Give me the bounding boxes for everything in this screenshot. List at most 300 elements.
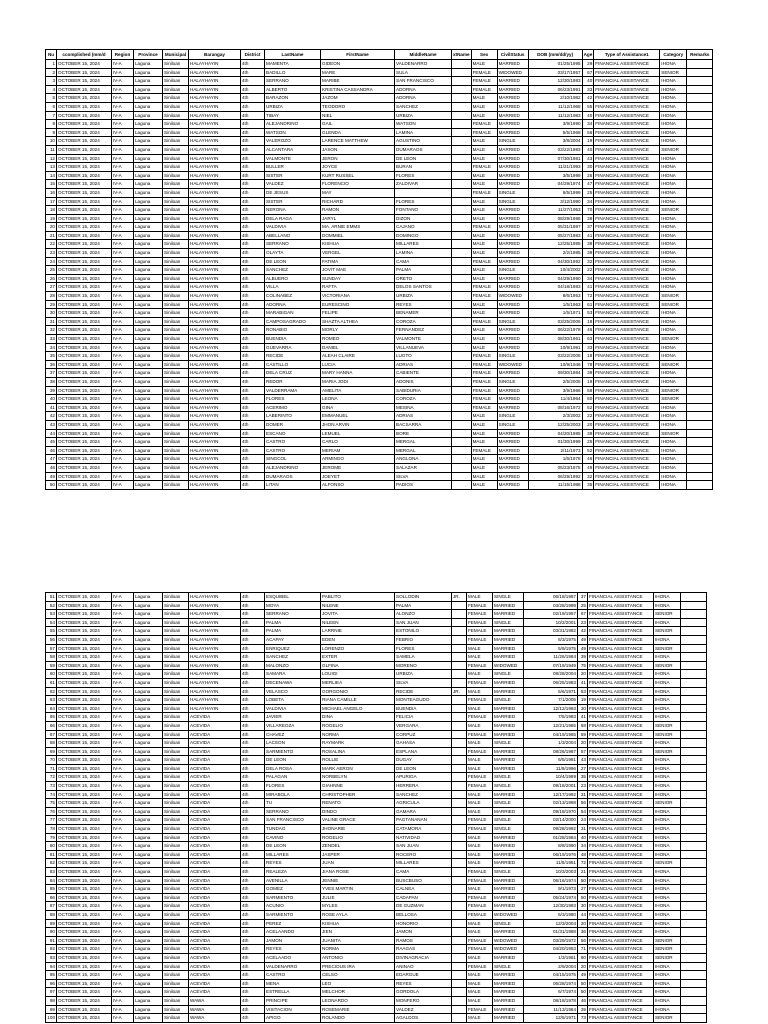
table-cell: Laguna (134, 593, 163, 602)
table-cell: 12/3/2004 (524, 919, 578, 928)
table-row (46, 928, 707, 937)
table-cell (452, 240, 472, 249)
table-cell (687, 326, 713, 335)
table-cell: FINANCIAL ASSISTANCE (594, 412, 660, 421)
table-cell: HALAYHAYIN (189, 438, 241, 447)
table-row (46, 369, 713, 378)
table-cell: 11/26/1984 (524, 653, 578, 662)
table-cell: MALE (471, 420, 497, 429)
table-cell: Laguna (134, 696, 163, 705)
table-cell: MARRIED (493, 704, 524, 713)
table-row (46, 102, 713, 111)
table-cell: FINANCIAL ASSISTANCE (594, 120, 660, 129)
table-cell: Siniloan (163, 154, 189, 163)
table-cell: 99 (46, 1005, 57, 1014)
table-cell: CABIENTE (395, 369, 452, 378)
table-cell: 63 (582, 335, 594, 344)
table-cell: 40 (578, 833, 588, 842)
table-cell: Laguna (134, 197, 163, 206)
table-cell: 4th (241, 395, 265, 404)
table-cell: IHONA (660, 240, 687, 249)
table-cell: 09/30/1984 (528, 369, 582, 378)
table-cell: 03/17/1957 (528, 68, 582, 77)
table-cell: OCTOBER 15, 2024 (57, 696, 112, 705)
table-cell: OCTOBER 15, 2024 (57, 377, 112, 386)
table-cell: ALEJANDRINO (265, 463, 321, 472)
table-cell: IV-A (112, 309, 134, 318)
table-cell: 06/29/1992 (528, 472, 582, 481)
table-cell: IHONA (654, 696, 681, 705)
table-row (46, 739, 707, 748)
table-cell: 08/30/1961 (528, 335, 582, 344)
table-cell: KURT RUSSEL (321, 171, 395, 180)
table-cell: PEREZ (265, 919, 321, 928)
table-cell: FINANCIAL ASSISTANCE (594, 309, 660, 318)
table-cell (452, 945, 467, 954)
table-cell: Laguna (134, 429, 163, 438)
table-cell: SENIOR (654, 799, 681, 808)
table-cell: 09/28/1992 (524, 825, 578, 834)
table-cell: IHONA (660, 420, 687, 429)
table-cell: OCTOBER 15, 2024 (57, 481, 112, 490)
table-cell: OCTOBER 15, 2024 (57, 395, 112, 404)
table-cell: ROGELIO (321, 833, 395, 842)
table-cell: FEMALE (471, 68, 497, 77)
table-cell: Laguna (134, 231, 163, 240)
table-cell: SISTER (265, 197, 321, 206)
table-cell: MARK AERON (321, 764, 395, 773)
table-cell: ACEVIDA (189, 730, 241, 739)
table-cell: 13 (46, 163, 57, 172)
table-cell (452, 902, 467, 911)
table-cell: FEMALE (471, 120, 497, 129)
table-cell: 30 (582, 163, 594, 172)
table-cell: FINANCIAL ASSISTANCE (594, 85, 660, 94)
table-row (46, 188, 713, 197)
table-cell (452, 343, 472, 352)
table-cell: OCTOBER 15, 2024 (57, 163, 112, 172)
table-cell: MELCHOR (321, 988, 395, 997)
table-cell: CAVINO (265, 833, 321, 842)
table-cell: MALE (467, 842, 493, 851)
table-cell: Laguna (134, 188, 163, 197)
table-cell: Laguna (134, 77, 163, 86)
table-cell: OCTOBER 15, 2024 (57, 868, 112, 877)
table-cell: 27 (578, 885, 588, 894)
table-cell: VALMONTE (395, 335, 452, 344)
table-cell: Laguna (134, 739, 163, 748)
table-cell: HALAYHAYIN (189, 128, 241, 137)
table-row (46, 274, 713, 283)
table-cell: ACEVIDA (189, 928, 241, 937)
table-cell (681, 825, 707, 834)
table-cell: 35 (578, 773, 588, 782)
table-cell: IHONA (660, 60, 687, 69)
table-cell: 27 (46, 283, 57, 292)
table-cell: SINGLE (493, 825, 524, 834)
table-cell: Laguna (134, 137, 163, 146)
table-cell: FINANCIAL ASSISTANCE (588, 893, 654, 902)
table-cell: HALAYHAYIN (189, 593, 241, 602)
table-cell: Laguna (134, 1005, 163, 1014)
table-cell: MERGAL (395, 438, 452, 447)
table-cell: SARMIENTO (265, 747, 321, 756)
table-cell: HALAYHAYIN (189, 292, 241, 301)
table-cell: OCTOBER 15, 2024 (57, 1005, 112, 1014)
table-cell: MERIAM (321, 446, 395, 455)
table-cell: FINANCIAL ASSISTANCE (594, 197, 660, 206)
table-cell: ESCANO (265, 429, 321, 438)
table-cell: Laguna (134, 257, 163, 266)
table-cell: MALE (471, 438, 497, 447)
table-cell: RAAGAS (395, 945, 452, 954)
table-cell: OCTOBER 15, 2024 (57, 790, 112, 799)
table-cell: FINANCIAL ASSISTANCE (594, 102, 660, 111)
table-cell (681, 1014, 707, 1023)
table-cell: 46 (582, 326, 594, 335)
table-cell: IHONA (660, 188, 687, 197)
table-cell: FINANCIAL ASSISTANCE (588, 910, 654, 919)
table-cell: Laguna (134, 128, 163, 137)
table-cell: 6/5/1999 (528, 188, 582, 197)
table-cell: MARRIED (493, 601, 524, 610)
table-cell (452, 154, 472, 163)
table-cell: 47 (46, 455, 57, 464)
table-cell: 18 (46, 206, 57, 215)
table-cell (681, 833, 707, 842)
table-cell: 06/23/1991 (528, 85, 582, 94)
table-cell: FINANCIAL ASSISTANCE (594, 145, 660, 154)
table-cell: IHONA (654, 713, 681, 722)
table-cell (681, 730, 707, 739)
table-cell: 4 (46, 85, 57, 94)
table-cell: GINA (321, 403, 395, 412)
table-cell: IV-A (112, 644, 134, 653)
table-cell: LARRNIE (321, 627, 395, 636)
table-cell: HALAYHAYIN (189, 696, 241, 705)
table-cell: IV-A (112, 360, 134, 369)
table-cell: MARABIGAN (265, 309, 321, 318)
table-cell: CAMA (395, 257, 452, 266)
table-cell (681, 842, 707, 851)
table-cell: 90 (46, 928, 57, 937)
table-cell: 4th (241, 257, 265, 266)
table-cell: IV-A (112, 661, 134, 670)
table-cell: ADORNA (395, 85, 452, 94)
table-cell: IV-A (112, 859, 134, 868)
table-cell: Laguna (134, 885, 163, 894)
table-cell (681, 653, 707, 662)
table-cell: OCTOBER 15, 2024 (57, 455, 112, 464)
table-row (46, 893, 707, 902)
table-cell: 25 (582, 438, 594, 447)
table-cell: 41 (582, 283, 594, 292)
table-cell: 41 (578, 678, 588, 687)
table-cell: DELA RAGA (265, 214, 321, 223)
table-cell: 71 (578, 945, 588, 954)
table-cell: 5/9/1975 (524, 644, 578, 653)
table-cell: 38 (582, 214, 594, 223)
table-cell: 67 (46, 730, 57, 739)
table-cell: 4th (241, 455, 265, 464)
table-cell: OCTOBER 15, 2024 (57, 885, 112, 894)
table-cell: 35 (582, 481, 594, 490)
table-cell: MARRIED (493, 747, 524, 756)
table-cell: 4th (241, 971, 265, 980)
table-cell: VALDERRAMA (265, 386, 321, 395)
table-cell: MALE (471, 266, 497, 275)
table-cell: NORMA (321, 730, 395, 739)
table-cell: FINANCIAL ASSISTANCE (594, 420, 660, 429)
table-cell: Laguna (134, 283, 163, 292)
table-cell: MALE (467, 653, 493, 662)
table-cell: Laguna (134, 635, 163, 644)
table-cell: 3/5/1999 (528, 171, 582, 180)
table-cell: IV-A (112, 953, 134, 962)
table-cell: 49 (578, 635, 588, 644)
table-cell: 11/5/1951 (524, 859, 578, 868)
table-cell: Siniloan (163, 188, 189, 197)
table-cell: FLORES (395, 644, 452, 653)
table-cell: 75 (46, 799, 57, 808)
table-cell (452, 713, 467, 722)
table-cell: 50 (578, 988, 588, 997)
table-cell: JOVITA (321, 610, 395, 619)
table-cell (452, 678, 467, 687)
table-cell: 03/28/1999 (524, 601, 578, 610)
table-cell (452, 102, 472, 111)
table-cell: MALE (467, 687, 493, 696)
table-row (46, 249, 713, 258)
column-header: FirstName (321, 50, 395, 60)
table-cell: APIGO (265, 1014, 321, 1023)
table-cell: OCTOBER 15, 2024 (57, 678, 112, 687)
table-cell: DIVINAGRACIA (395, 953, 452, 962)
table-row (46, 214, 713, 223)
table-cell: HALAYHAYIN (189, 257, 241, 266)
table-cell: MALE (471, 463, 497, 472)
table-cell (681, 850, 707, 859)
table-cell (452, 764, 467, 773)
table-cell: Siniloan (163, 309, 189, 318)
table-cell: 04/20/1985 (528, 429, 582, 438)
table-body-bottom (46, 593, 707, 1023)
table-cell: 4th (241, 446, 265, 455)
table-cell: 4th (241, 988, 265, 997)
table-cell: DUMARAOS (395, 145, 452, 154)
table-row (46, 128, 713, 137)
table-cell: FINANCIAL ASSISTANCE (594, 249, 660, 258)
table-cell: Siniloan (163, 773, 189, 782)
table-cell: Siniloan (163, 739, 189, 748)
table-cell: DOMER (265, 420, 321, 429)
table-cell: Laguna (134, 876, 163, 885)
table-cell (681, 893, 707, 902)
table-cell: FINANCIAL ASSISTANCE (594, 335, 660, 344)
table-cell: 33 (582, 343, 594, 352)
table-cell: HALAYHAYIN (189, 463, 241, 472)
table-cell: 75 (578, 661, 588, 670)
table-cell (681, 747, 707, 756)
table-cell: 31 (578, 790, 588, 799)
table-cell: FINANCIAL ASSISTANCE (588, 661, 654, 670)
table-cell: 63 (46, 696, 57, 705)
table-cell: MALE (471, 455, 497, 464)
table-cell (687, 386, 713, 395)
table-cell: 72 (582, 292, 594, 301)
table-cell: 81 (46, 850, 57, 859)
table-cell: FINANCIAL ASSISTANCE (588, 782, 654, 791)
table-cell: 30 (578, 704, 588, 713)
table-cell: HALAYHAYIN (189, 403, 241, 412)
table-cell: MARRIED (493, 807, 524, 816)
table-cell: 55 (46, 627, 57, 636)
table-cell: SERRANO (265, 610, 321, 619)
table-cell: 4th (241, 902, 265, 911)
table-cell: IHONA (654, 653, 681, 662)
table-cell (452, 721, 467, 730)
table-cell: HALAYHAYIN (189, 145, 241, 154)
table-cell: Laguna (134, 945, 163, 954)
table-cell: IHONA (654, 635, 681, 644)
table-cell (452, 128, 472, 137)
table-cell: 4th (241, 154, 265, 163)
table-row (46, 377, 713, 386)
table-cell: AGUSTINO (395, 137, 452, 146)
table-cell: COROZA (395, 395, 452, 404)
table-cell: SENIOR (660, 292, 687, 301)
table-cell: 32 (582, 472, 594, 481)
table-cell: FINANCIAL ASSISTANCE (588, 971, 654, 980)
table-cell (687, 206, 713, 215)
table-cell: MALE (471, 429, 497, 438)
table-cell: SINGLE (493, 799, 524, 808)
table-cell: COLINABEZ (265, 292, 321, 301)
table-cell: 92 (46, 945, 57, 954)
table-cell: ACEVIDA (189, 739, 241, 748)
table-cell: Laguna (134, 274, 163, 283)
table-cell: FINANCIAL ASSISTANCE (588, 678, 654, 687)
table-cell: MARRIED (497, 231, 528, 240)
table-cell: OCTOBER 15, 2024 (57, 171, 112, 180)
table-cell: 5/6/1971 (524, 687, 578, 696)
table-row (46, 653, 707, 662)
table-row (46, 644, 707, 653)
table-cell: OCTOBER 15, 2024 (57, 816, 112, 825)
table-cell (452, 163, 472, 172)
table-cell: 2/2/1985 (528, 249, 582, 258)
table-cell: Laguna (134, 747, 163, 756)
table-cell: MARRIED (493, 833, 524, 842)
table-cell: 52 (46, 601, 57, 610)
table-row (46, 713, 707, 722)
table-cell: 22 (582, 412, 594, 421)
table-cell: MARRIED (497, 438, 528, 447)
table-cell: IV-A (112, 825, 134, 834)
table-cell: MARRIED (497, 163, 528, 172)
table-cell: 4th (241, 420, 265, 429)
table-cell: LEMUEL (321, 429, 395, 438)
table-cell: Laguna (134, 395, 163, 404)
table-cell: IV-A (112, 739, 134, 748)
table-cell: FINANCIAL ASSISTANCE (588, 876, 654, 885)
table-cell: SILVA (395, 472, 452, 481)
table-cell: FINANCIAL ASSISTANCE (594, 111, 660, 120)
table-cell (681, 1005, 707, 1014)
table-cell: Siniloan (163, 910, 189, 919)
table-cell: MARRIED (497, 249, 528, 258)
table-cell: Siniloan (163, 369, 189, 378)
table-cell: OCTOBER 15, 2024 (57, 850, 112, 859)
table-cell: 4th (241, 240, 265, 249)
table-cell: Laguna (134, 369, 163, 378)
table-cell: IV-A (112, 283, 134, 292)
table-row (46, 395, 713, 404)
table-cell: REYES (395, 300, 452, 309)
table-cell: 52 (582, 403, 594, 412)
table-cell: 60 (578, 953, 588, 962)
table-cell: Laguna (134, 953, 163, 962)
table-cell: 4th (241, 412, 265, 421)
table-cell: 70 (46, 756, 57, 765)
table-cell: IHONA (654, 601, 681, 610)
table-cell: Laguna (134, 782, 163, 791)
table-cell (452, 335, 472, 344)
table-cell: 4th (241, 343, 265, 352)
table-cell: Siniloan (163, 94, 189, 103)
table-cell: MARRIED (493, 653, 524, 662)
table-cell: FINANCIAL ASSISTANCE (594, 206, 660, 215)
table-cell: Laguna (134, 317, 163, 326)
column-header: CivilStatus (497, 50, 528, 60)
table-cell: MARRIED (497, 403, 528, 412)
table-cell: 4th (241, 816, 265, 825)
table-cell: Laguna (134, 60, 163, 69)
table-cell: OCTOBER 15, 2024 (57, 953, 112, 962)
table-cell: LORENZO (321, 644, 395, 653)
table-cell: 38 (582, 240, 594, 249)
table-cell: OCTOBER 15, 2024 (57, 111, 112, 120)
table-cell: FINANCIAL ASSISTANCE (588, 1005, 654, 1014)
table-cell: IV-A (112, 756, 134, 765)
table-cell (452, 988, 467, 997)
table-cell: 4th (241, 180, 265, 189)
table-cell: Laguna (134, 713, 163, 722)
table-cell: MARRIED (493, 850, 524, 859)
table-cell (687, 111, 713, 120)
table-cell: IV-A (112, 231, 134, 240)
table-cell: HALAYHAYIN (189, 137, 241, 146)
table-cell: IHONA (660, 283, 687, 292)
table-cell: Siniloan (163, 438, 189, 447)
table-cell: HALAYHAYIN (189, 377, 241, 386)
table-cell: MARRIED (497, 309, 528, 318)
table-cell: HALAYHAYIN (189, 670, 241, 679)
table-cell: 1/3/2004 (524, 739, 578, 748)
table-cell: Laguna (134, 94, 163, 103)
table-cell: FINANCIAL ASSISTANCE (588, 902, 654, 911)
table-cell: Laguna (134, 756, 163, 765)
table-cell: 29 (582, 60, 594, 69)
table-cell: VILLAREOZA (265, 721, 321, 730)
table-cell: IHONA (660, 257, 687, 266)
table-cell: FEMALE (471, 128, 497, 137)
table-cell: ROLANDO (321, 1014, 395, 1023)
table-cell: OCTOBER 15, 2024 (57, 713, 112, 722)
table-cell: Laguna (134, 678, 163, 687)
table-cell: OCTOBER 15, 2024 (57, 945, 112, 954)
table-cell: ACEVIDA (189, 721, 241, 730)
